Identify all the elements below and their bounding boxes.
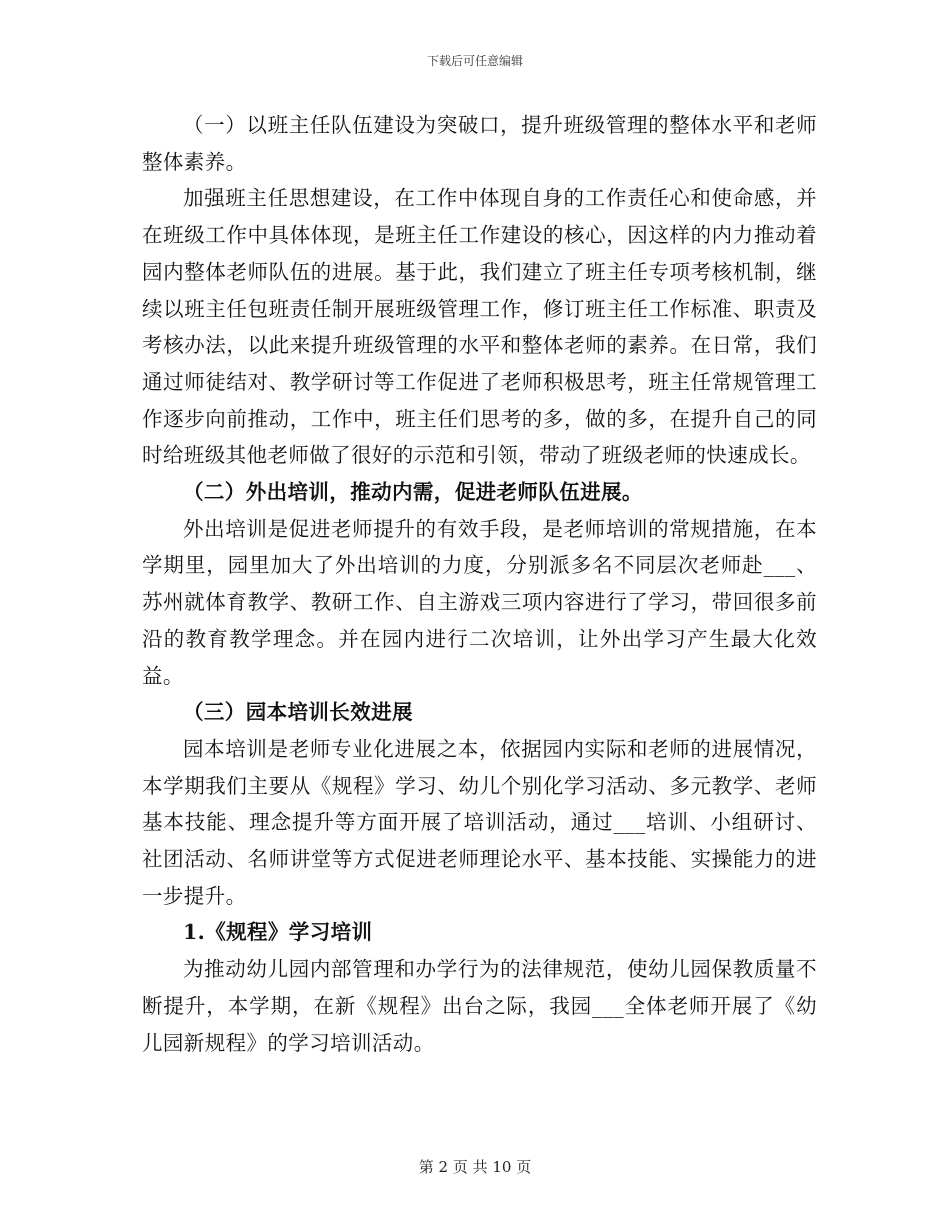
section-2-heading: （二）外出培训，推动内需，促进老师队伍进展。 — [183, 480, 643, 505]
subsection-1-heading: 1.《规程》学习培训 — [183, 920, 373, 945]
page-number: 第 2 页 共 10 页 — [418, 1158, 532, 1176]
section-1-heading-paragraph: （一）以班主任队伍建设为突破口，提升班级管理的整体水平和老师整体素养。 — [142, 113, 817, 174]
section-3-heading: （三）园本培训长效进展 — [183, 700, 413, 725]
document-body — [142, 107, 817, 1061]
body-paragraph: 外出培训是促进老师提升的有效手段，是老师培训的常规措施，在本学期里，园里加大了外出培训的力度，分别派多名不同层次老师赴___、苏州就体育教学、教研工作、自主游戏三项内容进行了学习，带回很多前沿的教育教学理念。并在园内进行二次培训，让外出学习产生最大化效益。 — [142, 516, 817, 688]
body-paragraph: 园本培训是老师专业化进展之本，依据园内实际和老师的进展情况，本学期我们主要从《规程》学习、幼儿个别化学习活动、多元教学、老师基本技能、理念提升等方面开展了培训活动，通过___培训、小组研讨、社团活动、名师讲堂等方式促进老师理论水平、基本技能、实操能力的进一步提升。 — [142, 736, 817, 908]
page-header: 下载后可任意编辑 — [426, 54, 523, 68]
body-paragraph: 为推动幼儿园内部管理和办学行为的法律规范，使幼儿园保教质量不断提升，本学期，在新《规程》出台之际，我园___全体老师开展了《幼儿园新规程》的学习培训活动。 — [142, 957, 817, 1055]
body-paragraph: 加强班主任思想建设，在工作中体现自身的工作责任心和使命感，并在班级工作中具体体现，是班主任工作建设的核心，因这样的内力推动着园内整体老师队伍的进展。基于此，我们建立了班主任专项考核机制，继续以班主任包班责任制开展班级管理工作，修订班主任工作标准、职责及考核办法，以此来提升班级管理的水平和整体老师的素养。在日常，我们通过师徒结对、教学研讨等工作促进了老师积极思考，班主任常规管理工作逐步向前推动，工作中，班主任们思考的多，做的多，在提升自己的同时给班级其他老师做了很好的示范和引领，带动了班级老师的快速成长。 — [142, 186, 817, 468]
